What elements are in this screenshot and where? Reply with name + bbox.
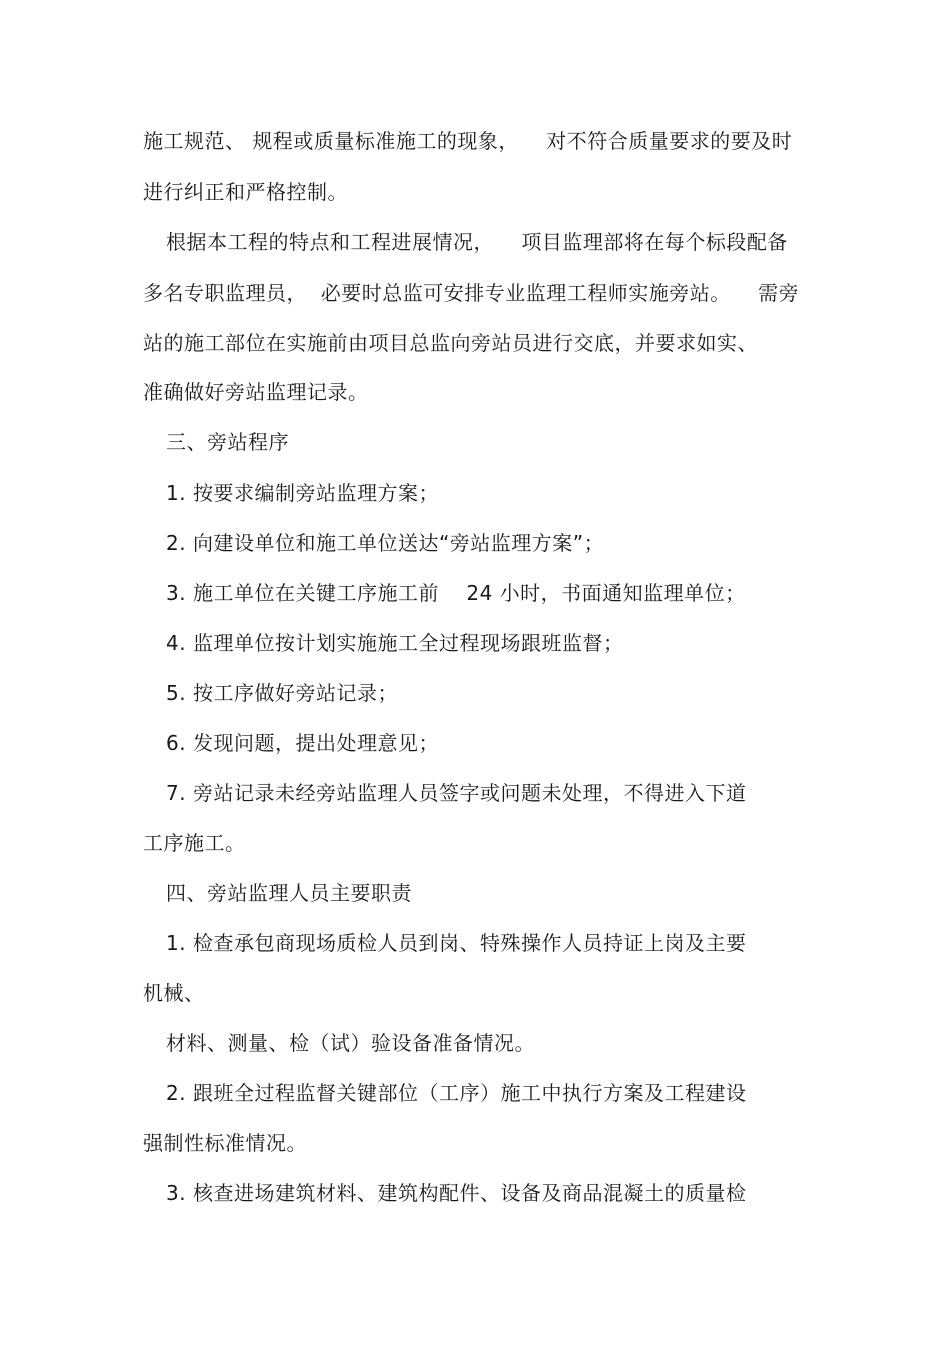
text-line: 进行纠正和严格控制。 — [143, 180, 348, 204]
section-heading: 三、旁站程序 — [166, 430, 289, 454]
text-line: 根据本工程的特点和工程进展情况， 项目监理部将在每个标段配备 — [166, 230, 788, 254]
text-line: 准确做好旁站监理记录。 — [143, 380, 369, 404]
text-line: 施工规范、 规程或质量标准施工的现象， 对不符合质量要求的要及时 — [143, 129, 793, 153]
text-line: 强制性标准情况。 — [143, 1131, 307, 1155]
list-item: 2. 向建设单位和施工单位送达“旁站监理方案”； — [166, 531, 605, 555]
text-line: 机械、 — [143, 981, 205, 1005]
text-line: 材料、测量、检（试）验设备准备情况。 — [166, 1031, 535, 1055]
list-item: 7. 旁站记录未经旁站监理人员签字或问题未处理，不得进入下道 — [166, 781, 747, 805]
list-item: 5. 按工序做好旁站记录； — [166, 681, 398, 705]
list-item: 3. 核查进场建筑材料、建筑构配件、设备及商品混凝土的质量检 — [166, 1181, 747, 1205]
list-item: 4. 监理单位按计划实施施工全过程现场跟班监督； — [166, 631, 624, 655]
text-line: 工序施工。 — [143, 831, 246, 855]
list-item: 1. 检查承包商现场质检人员到岗、特殊操作人员持证上岗及主要 — [166, 931, 747, 955]
text-line: 站的施工部位在实施前由项目总监向旁站员进行交底，并要求如实、 — [143, 331, 758, 355]
section-heading: 四、旁站监理人员主要职责 — [166, 881, 412, 905]
list-item: 3. 施工单位在关键工序施工前 24 小时，书面通知监理单位； — [166, 581, 746, 605]
list-item: 6. 发现问题，提出处理意见； — [166, 731, 439, 755]
text-line: 多名专职监理员， 必要时总监可安排专业监理工程师实施旁站。 需旁 — [143, 281, 800, 305]
list-item: 2. 跟班全过程监督关键部位（工序）施工中执行方案及工程建设 — [166, 1081, 747, 1105]
list-item: 1. 按要求编制旁站监理方案； — [166, 481, 439, 505]
